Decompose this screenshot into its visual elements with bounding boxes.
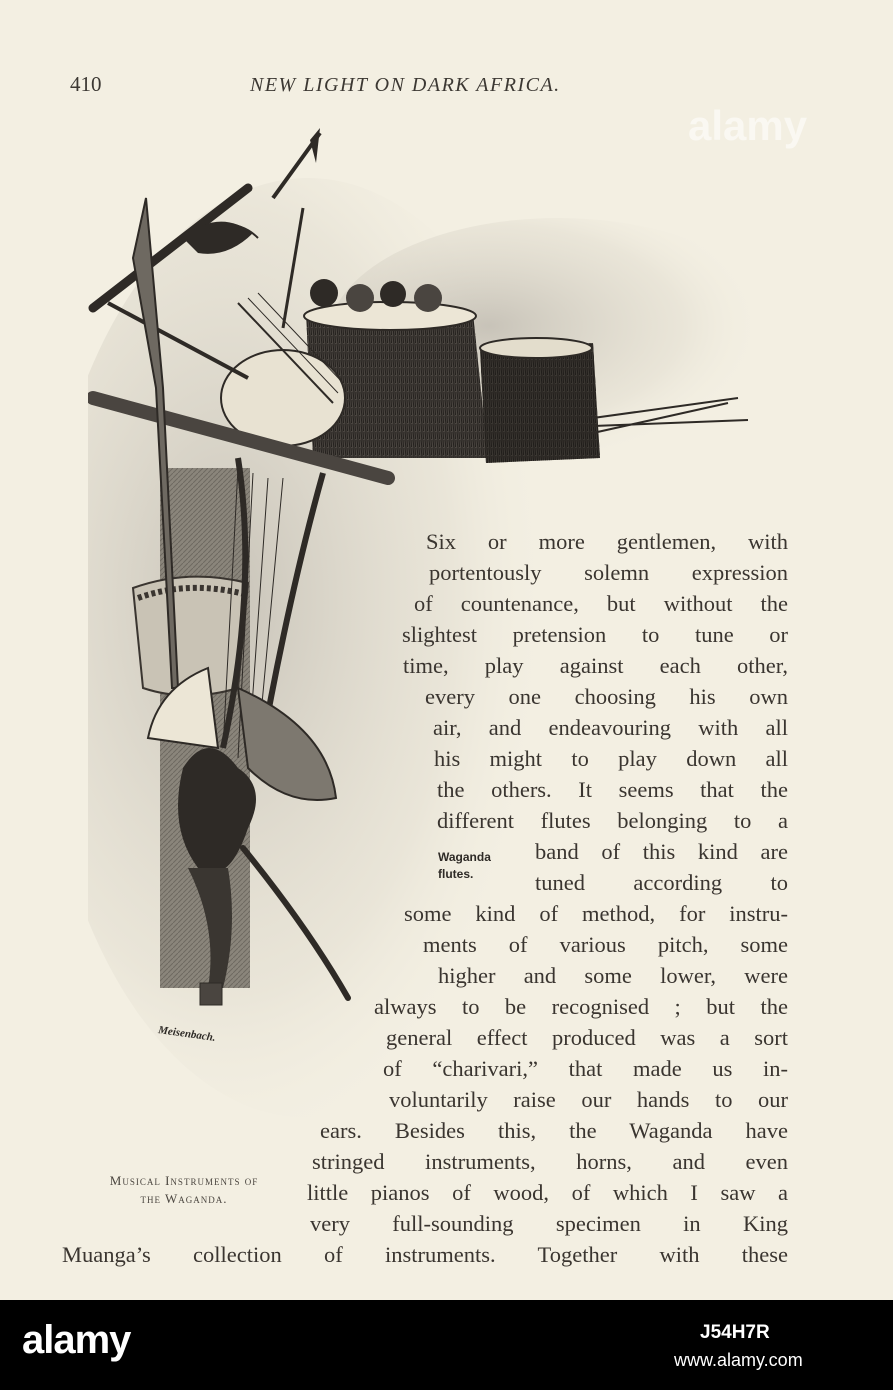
caption-line2: the Waganda. <box>140 1191 228 1206</box>
text-line: every one choosing his own <box>425 684 788 709</box>
text-line: some kind of method, for instru- <box>404 901 788 926</box>
text-line: ments of various pitch, some <box>423 932 788 957</box>
text-line: Muanga’s collection of instruments. Together with these <box>62 1242 788 1267</box>
artist-signature: Meisenbach. <box>157 1024 217 1044</box>
alamy-logo: alamy <box>22 1318 131 1362</box>
text-line: the others. It seems that the <box>437 777 788 802</box>
text-line: time, play against each other, <box>403 653 788 678</box>
site-url: www.alamy.com <box>674 1350 803 1370</box>
page-number: 410 <box>70 72 102 96</box>
text-line: different flutes belonging to a <box>437 808 788 833</box>
watermark-overlay: alamy <box>688 102 808 149</box>
text-line: stringed instruments, horns, and even <box>312 1149 788 1174</box>
caption-line1: Musical Instruments of <box>109 1173 259 1188</box>
text-line: little pianos of wood, of which I saw a <box>307 1180 788 1205</box>
text-line: very full-sounding specimen in King <box>310 1211 788 1236</box>
running-title: NEW LIGHT ON DARK AFRICA. <box>250 74 561 96</box>
text-line: slightest pretension to tune or <box>402 622 788 647</box>
text-line: of countenance, but without the <box>414 591 788 616</box>
text-line: portentously solemn expression <box>429 560 788 585</box>
text-line: voluntarily raise our hands to our <box>389 1087 788 1112</box>
margin-note-line2: flutes. <box>438 867 474 881</box>
text-line: of “charivari,” that made us in- <box>383 1056 788 1081</box>
margin-note-line1: Waganda <box>438 850 491 864</box>
figure-caption <box>66 1172 302 1208</box>
text-line: higher and some lower, were <box>438 963 788 988</box>
image-id: J54H7R <box>700 1322 770 1343</box>
text-line: general effect produced was a sort <box>386 1025 788 1050</box>
text-line: ears. Besides this, the Waganda have <box>320 1118 788 1143</box>
text-line: Six or more gentlemen, with <box>426 529 788 554</box>
watermark-banner <box>0 1300 893 1390</box>
text-line: band of this kind are <box>535 839 788 864</box>
text-line: his might to play down all <box>434 746 788 771</box>
text-line: tuned according to <box>535 870 788 895</box>
text-line: always to be recognised ; but the <box>374 994 788 1019</box>
text-line: air, and endeavouring with all <box>433 715 788 740</box>
